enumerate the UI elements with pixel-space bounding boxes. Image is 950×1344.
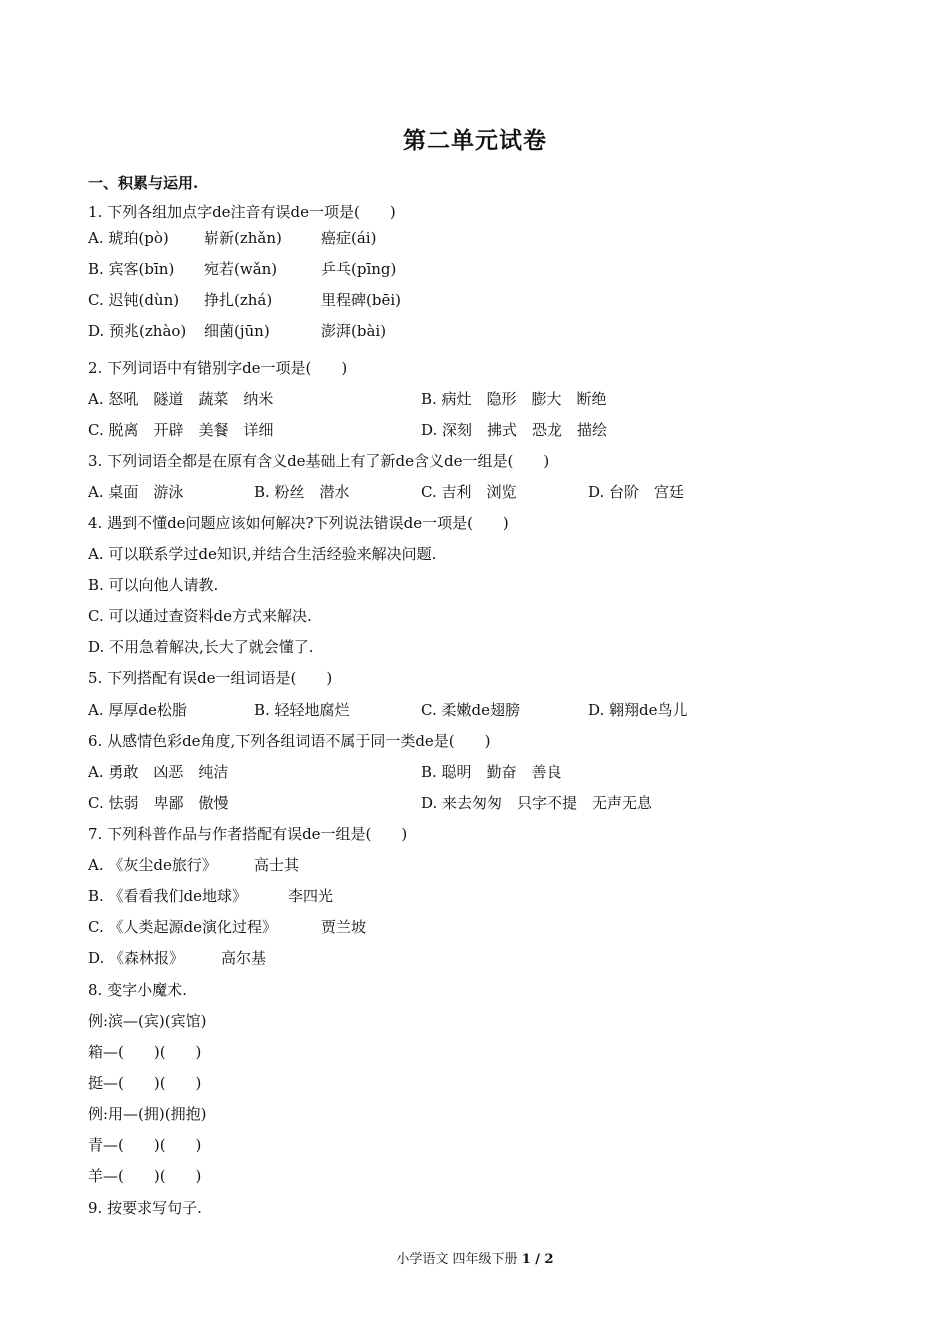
option-text: 乒乓(pīng) [321,260,397,278]
option-text: B. 聪明 勤奋 善良 [421,763,562,781]
option-text: 崭新(zhǎn) [204,229,282,247]
option-text: B. 宾客(bīn) [88,260,175,278]
option-text: C. 迟钝(dùn) [88,291,180,309]
question-8-blank-2: 挺—( )( ) [88,1074,202,1092]
question-3-stem: 3. 下列词语全都是在原有含义de基础上有了新de含义de一组是( ) [88,452,550,470]
question-9-stem: 9. 按要求写句子. [88,1199,202,1217]
page-footer [0,1248,950,1267]
question-4-stem: 4. 遇到不懂de问题应该如何解决?下列说法错误de一项是( ) [88,514,509,532]
option-text: A. 怒吼 隧道 蔬菜 纳米 [88,390,274,408]
book-title: A. 《灰尘de旅行》 [88,856,217,874]
question-4-option-b: B. 可以向他人请教. [88,576,219,594]
question-8-example-1: 例:滨—(宾)(宾馆) [88,1012,207,1030]
option-text: A. 桌面 游泳 [88,483,184,501]
section-heading: 一、积累与运用. [88,174,199,192]
question-4-option-d: D. 不用急着解决,长大了就会懂了. [88,638,314,656]
question-7-stem: 7. 下列科普作品与作者搭配有误de一组是( ) [88,825,408,843]
book-title: C. 《人类起源de演化过程》 [88,918,277,936]
page-title: 第二单元试卷 [403,127,547,154]
option-text: B. 粉丝 潜水 [254,483,350,501]
option-text: C. 吉利 浏览 [421,483,517,501]
book-title: B. 《看看我们de地球》 [88,887,248,905]
option-text: 细菌(jūn) [204,322,270,340]
page-number: 1 / 2 [521,1252,554,1267]
option-text: C. 怯弱 卑鄙 傲慢 [88,794,229,812]
option-text: D. 预兆(zhào) [88,322,187,340]
option-text: A. 勇敢 凶恶 纯洁 [88,763,229,781]
author: 高尔基 [221,949,267,967]
option-text: B. 轻轻地腐烂 [254,701,350,719]
option-text: D. 深刻 拂式 恐龙 描绘 [421,421,608,439]
option-text: D. 来去匆匆 只字不提 无声无息 [421,794,653,812]
author: 李四光 [288,887,334,905]
option-text: C. 柔嫩de翅膀 [421,701,520,719]
question-6-stem: 6. 从感情色彩de角度,下列各组词语不属于同一类de是( ) [88,732,491,750]
author: 高士其 [254,856,300,874]
option-text: 澎湃(bài) [321,322,387,340]
question-4-option-a: A. 可以联系学过de知识,并结合生活经验来解决问题. [88,545,437,563]
question-2-stem: 2. 下列词语中有错别字de一项是( ) [88,359,348,377]
option-text: D. 台阶 宫廷 [588,483,685,501]
option-text: A. 琥珀(pò) [88,229,169,247]
question-8-blank-4: 羊—( )( ) [88,1167,202,1185]
footer-text: 小学语文 四年级下册 [396,1252,522,1267]
question-8-blank-3: 青—( )( ) [88,1136,202,1154]
question-1-stem: 1. 下列各组加点字de注音有误de一项是( ) [88,203,396,221]
book-title: D. 《森林报》 [88,949,185,967]
question-4-option-c: C. 可以通过查资料de方式来解决. [88,607,312,625]
option-text: 宛若(wǎn) [204,260,278,278]
question-5-stem: 5. 下列搭配有误de一组词语是( ) [88,669,333,687]
option-text: 里程碑(bēi) [321,291,401,309]
question-8-stem: 8. 变字小魔术. [88,981,187,999]
option-text: D. 翱翔de鸟儿 [588,701,688,719]
question-8-example-2: 例:用—(拥)(拥抱) [88,1105,207,1123]
option-text: 挣扎(zhá) [204,291,273,309]
option-text: C. 脱离 开辟 美餐 详细 [88,421,274,439]
option-text: 癌症(ái) [321,229,377,247]
author: 贾兰坡 [321,918,367,936]
question-8-blank-1: 箱—( )( ) [88,1043,202,1061]
option-text: A. 厚厚de松脂 [88,701,187,719]
option-text: B. 病灶 隐形 膨大 断绝 [421,390,607,408]
